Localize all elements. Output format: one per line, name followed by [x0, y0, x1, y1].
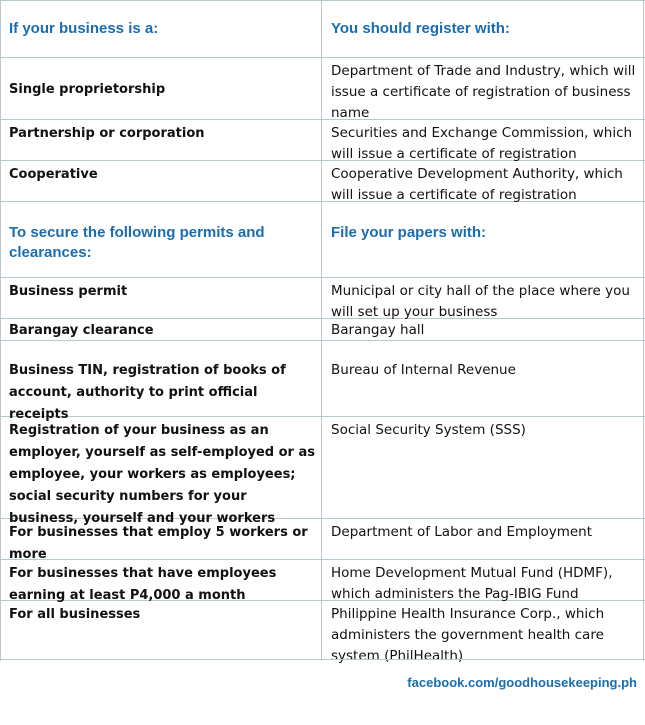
table-row: [0, 58, 645, 120]
header-business-type: If your business is a:: [9, 20, 159, 37]
header-register-with: You should register with:: [331, 20, 510, 37]
row-right-cell: [322, 601, 644, 664]
row-right-cell: [322, 319, 644, 340]
section-right-cell: [322, 202, 644, 277]
permit-office-text: Bureau of Internal Revenue: [331, 362, 516, 378]
row-left-cell: [0, 161, 322, 201]
row-right-cell: [322, 560, 644, 600]
row-right-cell: [322, 519, 644, 559]
business-type-label: Partnership or corporation: [9, 126, 205, 141]
register-agency-text: Securities and Exchange Commission, which will issue a certificate of registration: [331, 125, 633, 162]
table-header-row: [0, 0, 645, 58]
row-left-cell: [0, 601, 322, 661]
business-type-label: Cooperative: [9, 167, 98, 182]
permit-office-text: Social Security System (SSS): [331, 422, 526, 438]
header-right-cell: [322, 1, 644, 57]
row-right-cell: [322, 341, 644, 416]
permit-label: Business TIN, registration of books of account, authority to print official receipts: [9, 363, 286, 422]
row-left-cell: [0, 417, 322, 526]
table-row: [0, 519, 645, 560]
section-permits-heading: To secure the following permits and clearances:: [9, 224, 265, 261]
permit-office-text: Barangay hall: [331, 322, 425, 338]
row-left-cell: [0, 341, 322, 422]
header-left-cell: [0, 1, 322, 57]
permit-label: Registration of your business as an employer, yourself as self-employed or as employee, your workers as employees; social security numbers for your business, yourself and your workers: [9, 423, 316, 526]
table-row: [0, 120, 645, 161]
section-left-cell: [0, 202, 322, 277]
table-row: [0, 319, 645, 341]
permit-office-text: Home Development Mutual Fund (HDMF), which administers the Pag-IBIG Fund: [331, 565, 613, 602]
permit-label: Business permit: [9, 284, 128, 299]
permit-office-text: Municipal or city hall of the place where you will set up your business: [331, 283, 630, 320]
permit-office-text: Department of Labor and Employment: [331, 524, 592, 540]
row-right-cell: [322, 120, 644, 160]
business-type-label: Single proprietorship: [9, 82, 166, 97]
table-row: [0, 278, 645, 319]
row-right-cell: [322, 161, 644, 201]
row-left-cell: [0, 560, 322, 603]
table-row: [0, 161, 645, 202]
footer-facebook-link[interactable]: facebook.com/goodhousekeeping.ph: [407, 675, 637, 690]
row-right-cell: [322, 278, 644, 318]
table-bottom-border: [0, 659, 645, 660]
table-row: [0, 341, 645, 422]
row-right-cell: [322, 58, 644, 119]
register-agency-text: Cooperative Development Authority, which will issue a certificate of registration: [331, 166, 623, 203]
section-file-with-heading: File your papers with:: [331, 224, 487, 241]
row-left-cell: [0, 278, 322, 318]
row-left-cell: [0, 120, 322, 160]
table-row: [0, 417, 645, 526]
row-right-cell: [322, 417, 644, 518]
register-agency-text: Department of Trade and Industry, which will issue a certificate of registration of business name: [331, 63, 636, 121]
table-row: [0, 560, 645, 601]
row-left-cell: [0, 58, 322, 119]
permit-label: For businesses that employ 5 workers or more: [9, 525, 308, 562]
permit-label: Barangay clearance: [9, 323, 154, 338]
row-left-cell: [0, 319, 322, 340]
permit-label: For all businesses: [9, 607, 141, 622]
permit-office-text: Philippine Health Insurance Corp., which administers the government health care system (PhilHealth): [331, 606, 605, 664]
section-header-row: [0, 202, 645, 278]
row-left-cell: [0, 519, 322, 562]
permit-label: For businesses that have employees earning at least P4,000 a month: [9, 566, 277, 603]
table-row: [0, 601, 645, 664]
